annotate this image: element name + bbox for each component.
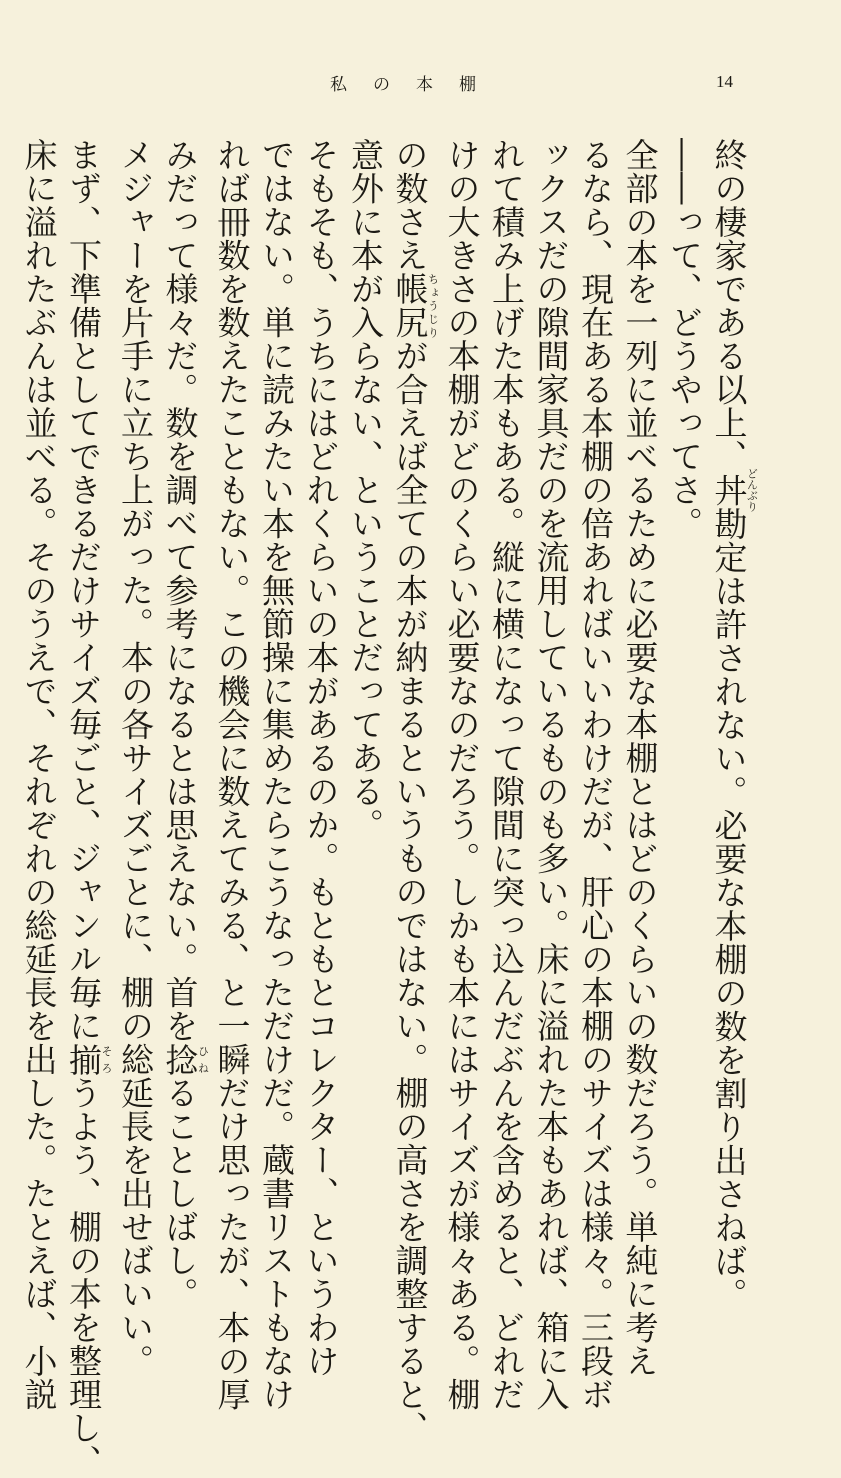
line-text: 床に溢れたぶんは並べる。そのうえで、それぞれの総延長を出した。たとえば、小説 bbox=[19, 138, 59, 1411]
line-text: そもそも、うちにはどれくらいの本があるのか。もともとコレクター、というわけ bbox=[301, 138, 341, 1378]
text-line bbox=[573, 138, 618, 1411]
furigana: 丼どんぶり bbox=[709, 468, 759, 512]
text-line bbox=[254, 138, 299, 1411]
text-line bbox=[617, 138, 662, 1378]
furigana: 揃そろ bbox=[64, 1042, 113, 1076]
line-text: れば冊数を数えたこともない。この機会に数えてみる、と一瞬だけ思ったが、本の厚 bbox=[212, 138, 252, 1411]
text-line bbox=[16, 138, 61, 1411]
line-text: 終の棲家である以上、丼どんぶり勘定は許されない。必要な本棚の数を割り出さねば。 bbox=[709, 138, 759, 1311]
text-line bbox=[61, 138, 113, 1478]
line-text: るなら、現在ある本棚の倍あればいいわけだが、肝心の本棚のサイズは様々。三段ボ bbox=[576, 138, 615, 1411]
text-line bbox=[209, 138, 254, 1411]
text-line bbox=[387, 138, 440, 1445]
text-line bbox=[662, 138, 707, 1148]
line-text: けの大きさの本棚がどのくらい必要なのだろう。しかも本にはサイズが様々ある。棚 bbox=[442, 138, 482, 1411]
line-text: メジャーを片手に立ち上がった。本の各サイズごとに、棚の総延長を出せばいい。 bbox=[116, 138, 155, 1378]
line-text: ックスだの隙間家具だのを流用しているものも多い。床に溢れた本もあれば、箱に入 bbox=[531, 138, 571, 1411]
vertical-text-body bbox=[19, 138, 759, 1478]
text-line bbox=[343, 138, 388, 1148]
line-text: の数さえ帳尻ちょうじりが合えば全ての本が納まるというものではない。棚の高さを調整すると、 bbox=[390, 138, 440, 1445]
line-text: れて積み上げた本もある。縦に横になって隙間に突っ込んだぶんを含めると、どれだ bbox=[487, 138, 526, 1411]
text-line bbox=[439, 138, 484, 1411]
text-line bbox=[157, 138, 210, 1311]
text-line bbox=[298, 138, 343, 1378]
text-line bbox=[113, 138, 158, 1378]
text-line bbox=[706, 138, 759, 1311]
furigana: 捻ひね bbox=[160, 1042, 210, 1076]
line-text: 全部の本を一列に並べるために必要な本棚とはどのくらいの数だろう。単純に考え bbox=[620, 138, 660, 1378]
line-text: みだって様々だ。数を調べて参考になるとは思えない。首を捻ひねることしばし。 bbox=[160, 138, 210, 1311]
line-text: 意外に本が入らない、ということだってある。 bbox=[346, 138, 385, 842]
furigana: 帳尻ちょうじり bbox=[390, 272, 440, 339]
text-line bbox=[528, 138, 573, 1411]
line-text: まず、下準備としてできるだけサイズ毎ごと、ジャンル毎に揃そろうよう、棚の本を整理し、 bbox=[64, 138, 113, 1478]
line-text: ――って、どうやってさ。 bbox=[665, 138, 704, 540]
line-text: ではない。単に読みたい本を無節操に集めたらこうなっただけだ。蔵書リストもなけ bbox=[257, 138, 296, 1411]
running-header-title: 私の本棚 bbox=[330, 75, 502, 95]
text-line bbox=[484, 138, 529, 1411]
page-number: 14 bbox=[716, 72, 733, 91]
